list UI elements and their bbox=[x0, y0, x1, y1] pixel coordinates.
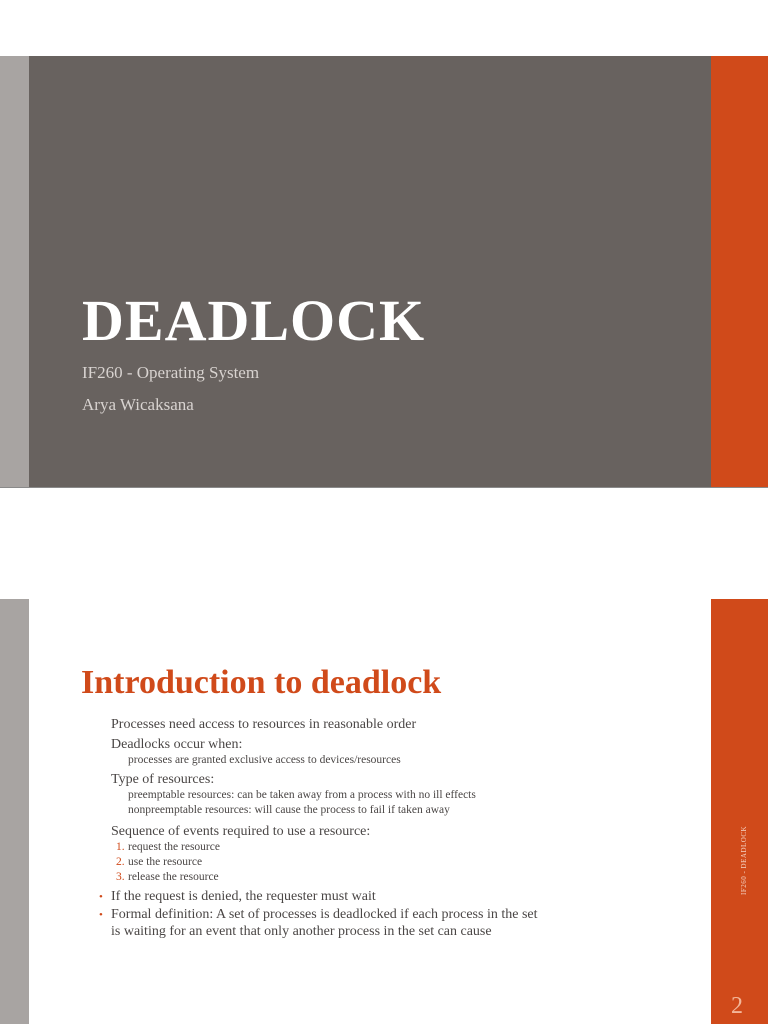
list-number: 3. bbox=[116, 871, 125, 883]
list-item: use the resource bbox=[128, 856, 203, 868]
text-line: Sequence of events required to use a resource: bbox=[111, 824, 371, 839]
bullet-icon: • bbox=[99, 891, 103, 903]
content-slide bbox=[0, 599, 768, 1024]
bullet-text: Formal definition: A set of processes is deadlocked if each process in the set bbox=[111, 907, 538, 922]
slide-content bbox=[0, 599, 711, 1024]
list-item: request the resource bbox=[128, 841, 220, 853]
sub-text-line: preemptable resources: can be taken away from a process with no ill effects bbox=[128, 789, 476, 801]
slide-subtitle: IF260 - Operating System bbox=[82, 363, 260, 382]
title-panel bbox=[29, 56, 711, 488]
title-slide bbox=[0, 56, 768, 488]
text-line: Deadlocks occur when: bbox=[111, 737, 243, 752]
text-line: Processes need access to resources in reasonable order bbox=[111, 717, 417, 732]
text-line: Type of resources: bbox=[111, 772, 215, 787]
list-number: 2. bbox=[116, 856, 125, 868]
page-number: 2 bbox=[731, 993, 743, 1019]
slide-author: Arya Wicaksana bbox=[82, 395, 194, 414]
sub-text-line: processes are granted exclusive access to devices/resources bbox=[128, 754, 401, 766]
bullet-text: If the request is denied, the requester must wait bbox=[111, 889, 376, 904]
bullet-text-continued: is waiting for an event that only another process in the set can cause bbox=[111, 924, 492, 939]
left-gray-bar bbox=[0, 56, 29, 488]
slide-title: DEADLOCK bbox=[82, 288, 426, 353]
list-number: 1. bbox=[116, 841, 125, 853]
slide-footer: IF260 - DEADLOCK bbox=[740, 825, 748, 895]
bullet-icon: • bbox=[99, 909, 103, 921]
slide-heading: Introduction to deadlock bbox=[81, 664, 442, 701]
right-accent-bar bbox=[711, 599, 768, 1024]
right-accent-bar bbox=[711, 56, 768, 488]
list-item: release the resource bbox=[128, 871, 219, 883]
slide-divider bbox=[0, 487, 768, 488]
sub-text-line: nonpreemptable resources: will cause the process to fail if taken away bbox=[128, 804, 450, 816]
